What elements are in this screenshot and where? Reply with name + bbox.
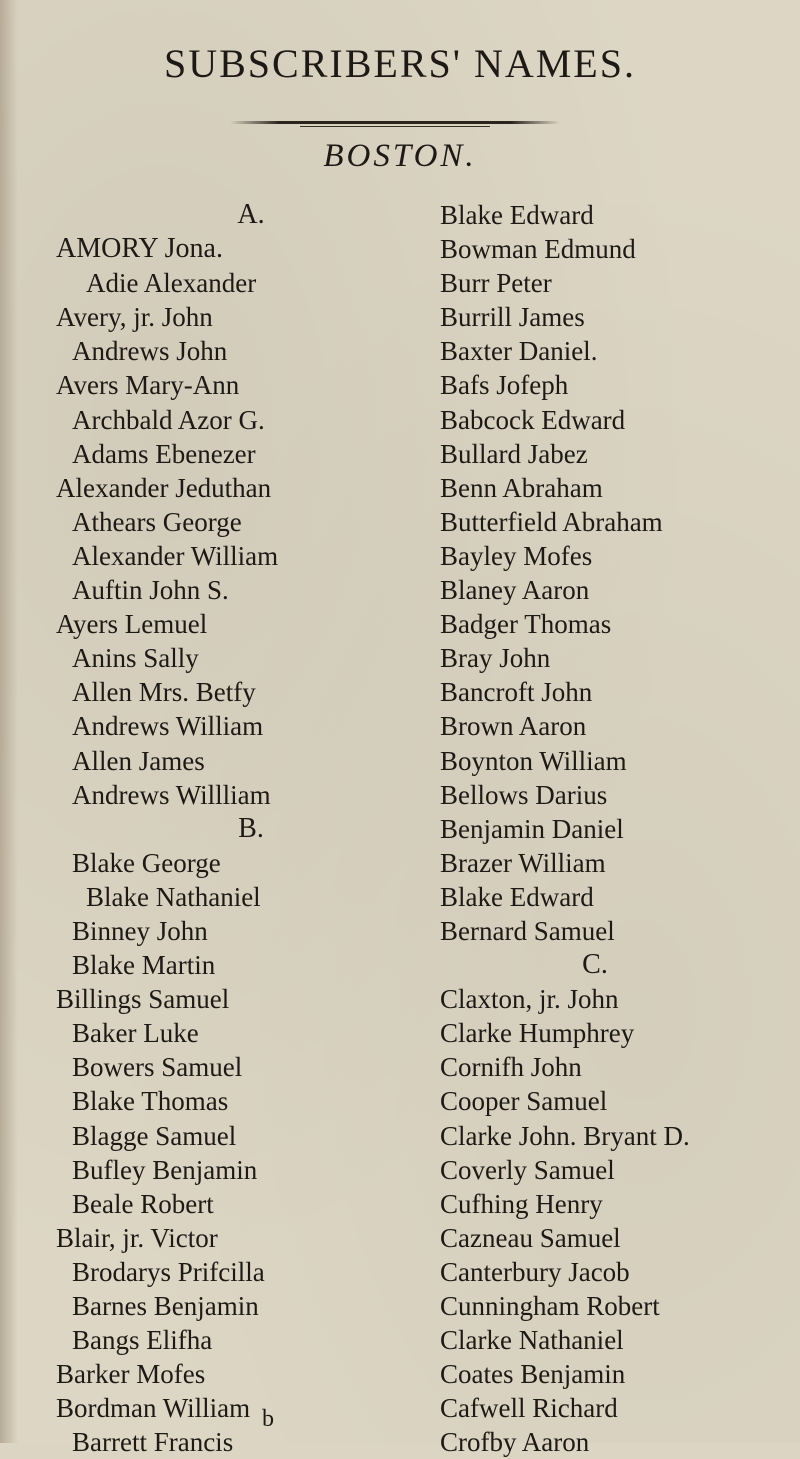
subscriber-name: Avery, jr. John	[56, 302, 213, 333]
subscriber-name: Barker Mofes	[56, 1359, 206, 1390]
subscriber-name: Adie Alexander	[86, 268, 257, 299]
subscriber-name: Claxton, jr. John	[440, 984, 619, 1015]
subscriber-name: AMORY Jona.	[56, 233, 223, 265]
subscriber-name: Cazneau Samuel	[440, 1222, 621, 1253]
subscriber-name: Billings Samuel	[56, 984, 230, 1015]
subscriber-name: Allen James	[72, 745, 205, 776]
subscriber-name: Clarke Nathaniel	[440, 1325, 624, 1356]
title-rule-thin	[300, 126, 490, 127]
subscriber-name: Andrews Willliam	[72, 779, 271, 810]
subscriber-name: Blair, jr. Victor	[56, 1222, 218, 1253]
subscriber-name: Ayers Lemuel	[56, 609, 208, 640]
subscriber-name: Butterfield Abraham	[440, 506, 663, 537]
city-heading: BOSTON.	[323, 138, 477, 174]
subscriber-name: Badger Thomas	[440, 609, 612, 640]
subscriber-name: Bayley Mofes	[440, 540, 593, 571]
subscriber-name: Cunningham Robert	[440, 1291, 660, 1321]
page-title: SUBSCRIBERS' NAMES.	[163, 41, 636, 86]
subscriber-name: Cooper Samuel	[440, 1086, 608, 1117]
subscriber-name: Clarke John. Bryant D.	[440, 1120, 690, 1151]
subscriber-name: Bafs Jofeph	[440, 370, 569, 401]
subscriber-name: Bullard Jabez	[440, 438, 588, 469]
subscriber-name: Brodarys Prifcilla	[72, 1256, 265, 1287]
subscriber-name: Blake Edward	[440, 200, 594, 230]
subscriber-name: Bordman William	[56, 1393, 251, 1424]
subscriber-name: Alexander William	[72, 540, 279, 571]
section-letter-heading: C.	[582, 949, 608, 981]
subscriber-name: Burrill James	[440, 302, 585, 333]
section-letter-heading: A.	[237, 199, 265, 230]
subscriber-name: Allen Mrs. Betfy	[72, 677, 256, 708]
subscriber-name: Andrews William	[72, 711, 264, 742]
subscriber-name: Alexander Jeduthan	[56, 472, 272, 503]
subscriber-name: Blake George	[72, 847, 221, 878]
page-edge-shadow	[0, 0, 18, 1443]
subscriber-name: Canterbury Jacob	[440, 1256, 630, 1287]
subscriber-name: Crofby Aaron	[440, 1427, 590, 1458]
subscriber-name: Athears George	[72, 506, 242, 537]
subscriber-name: Auftin John S.	[72, 575, 229, 606]
subscriber-name: Bowers Samuel	[72, 1052, 243, 1083]
subscriber-name: Boynton William	[440, 745, 627, 776]
subscriber-name: Coates Benjamin	[440, 1359, 626, 1390]
subscriber-name: Bellows Darius	[440, 779, 608, 810]
title-rule	[230, 121, 560, 124]
subscriber-name: Babcock Edward	[440, 404, 626, 435]
subscriber-name: Blake Edward	[440, 881, 594, 912]
subscriber-name: Cufhing Henry	[440, 1188, 603, 1219]
subscriber-name: Bangs Elifha	[72, 1325, 213, 1356]
subscriber-name: Beale Robert	[72, 1188, 214, 1219]
subscriber-name: Brown Aaron	[440, 711, 587, 742]
subscriber-name: Coverly Samuel	[440, 1154, 615, 1185]
subscriber-name: Andrews John	[72, 336, 228, 367]
subscriber-name: Burr Peter	[440, 268, 552, 299]
subscriber-name: Avers Mary-Ann	[56, 370, 240, 401]
subscriber-name: Bernard Samuel	[440, 915, 615, 946]
subscriber-name: Blake Thomas	[72, 1086, 229, 1117]
subscriber-name: Barnes Benjamin	[72, 1291, 259, 1321]
subscriber-name: Bray John	[440, 643, 551, 674]
subscriber-name: Blagge Samuel	[72, 1120, 237, 1151]
subscriber-name: Brazer William	[440, 847, 606, 878]
subscriber-name: Binney John	[72, 915, 208, 946]
left-name-column	[56, 198, 386, 1459]
subscriber-name: Bowman Edmund	[440, 234, 636, 265]
subscriber-name: Baxter Daniel.	[440, 336, 598, 367]
subscriber-name: Clarke Humphrey	[440, 1018, 635, 1049]
subscriber-name: Archbald Azor G.	[72, 404, 265, 435]
subscriber-name: Benjamin Daniel	[440, 813, 624, 844]
right-name-column	[440, 198, 790, 1459]
subscriber-name: Blake Martin	[72, 950, 216, 981]
subscriber-name: Blaney Aaron	[440, 575, 590, 606]
subscriber-name: Bufley Benjamin	[72, 1154, 258, 1185]
section-letter-heading: B.	[238, 812, 264, 844]
subscriber-name: Cornifh John	[440, 1052, 582, 1083]
subscriber-name: Blake Nathaniel	[86, 881, 261, 912]
subscriber-name: Anins Sally	[72, 643, 199, 674]
subscriber-name: Barrett Francis	[72, 1427, 234, 1458]
subscriber-name: Baker Luke	[72, 1018, 199, 1049]
subscriber-name: Benn Abraham	[440, 472, 603, 503]
subscriber-name: Adams Ebenezer	[72, 438, 256, 469]
signature-mark: b	[262, 1406, 274, 1432]
subscriber-name: Bancroft John	[440, 677, 593, 708]
subscriber-name: Cafwell Richard	[440, 1393, 618, 1424]
